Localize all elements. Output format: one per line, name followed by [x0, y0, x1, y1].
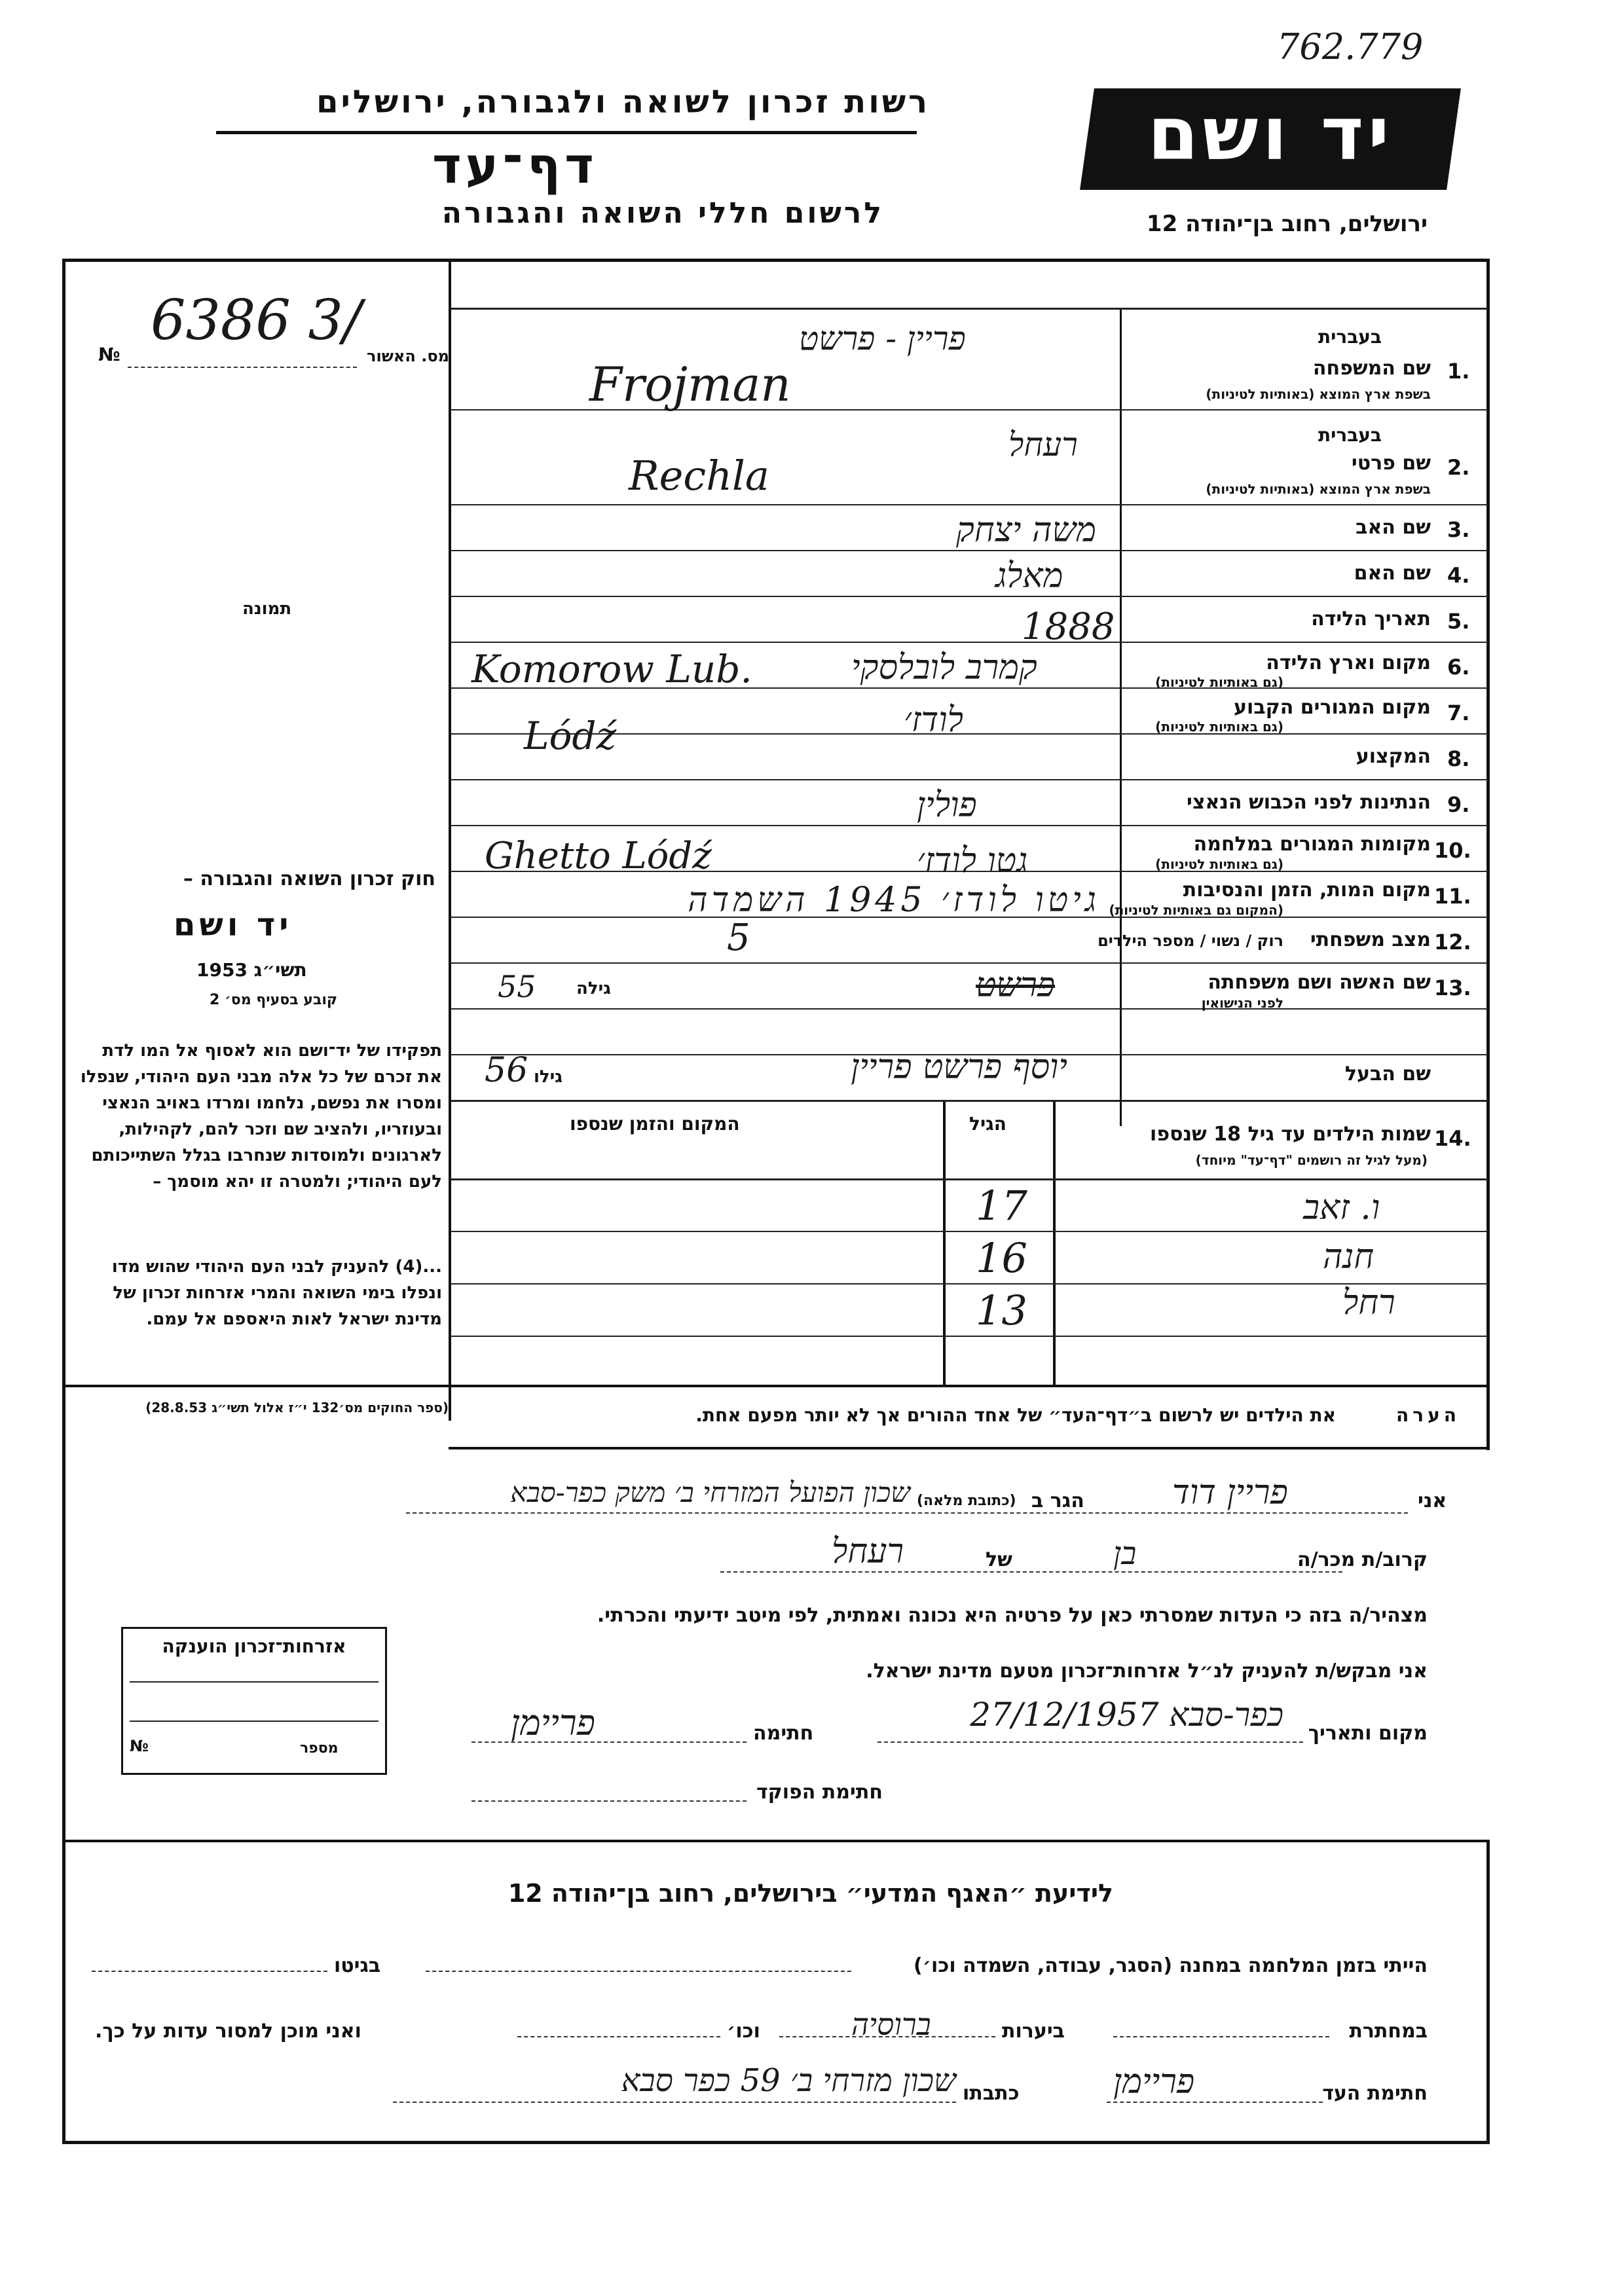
officer-label: חתימת הפוקד — [756, 1781, 883, 1804]
field-8-num: 8. — [1447, 746, 1470, 771]
field-12-num: 12. — [1434, 930, 1471, 955]
children-row-line-3 — [451, 1336, 1488, 1337]
field-3-value: משה יצחק — [956, 511, 1097, 550]
field-1-hebrew-tag: בעברית — [1318, 326, 1382, 348]
row-line-1 — [451, 308, 1488, 310]
etc-label: וכו׳ — [727, 2020, 760, 2043]
request-text: אני מבקש/ת להעניק לנ״ל אזרחות־זכרון מטעם מדינת ישראל. — [866, 1660, 1428, 1683]
place-date-label: מקום ותאריך — [1308, 1722, 1428, 1745]
field-3-num: 3. — [1447, 517, 1470, 542]
frame-left — [62, 259, 65, 2144]
partisans-line — [1113, 2036, 1329, 2037]
relative-line — [720, 1571, 1342, 1573]
officer-line — [471, 1800, 747, 1802]
field-2-value-latin: Rechla — [629, 452, 769, 500]
frame-right — [1486, 259, 1490, 1450]
field-10-sub: (גם באותיות לטיניות) — [1155, 856, 1283, 872]
camp-line — [426, 1971, 851, 1972]
citizenship-line-2 — [130, 1721, 378, 1722]
frame-top — [62, 259, 1490, 262]
row-line-14 — [451, 1008, 1488, 1010]
row-line-3 — [451, 504, 1488, 505]
signature-value: פריימן — [511, 1702, 595, 1743]
field-14-sub: (מעל לגיל זה רושמים "דף־עד" מיוחד) — [1195, 1152, 1428, 1168]
field-7-value-hebrew: לודז׳ — [904, 701, 963, 740]
declarant-address: שכון הפועל המזרחי ב׳ משק כפר-סבא — [510, 1476, 910, 1508]
witness-address-label: כתבתו — [963, 2082, 1020, 2105]
child-1-age: 17 — [976, 1182, 1027, 1230]
field-12-sub: רוק / נשוי / מספר הילדים — [1098, 932, 1283, 950]
witness-address-value: שכון מזרחי ב׳ 59 כפר סבא — [621, 2062, 956, 2099]
law-name: יד ושם — [174, 907, 293, 943]
field-14-num: 14. — [1434, 1126, 1471, 1151]
etc-line — [517, 2036, 720, 2037]
note-bottom-line — [449, 1447, 1490, 1449]
field-12-label: מצב משפחתי — [1310, 928, 1431, 951]
field-13-age-label: גילה — [576, 979, 611, 998]
field-13-age: 55 — [498, 969, 536, 1004]
camp-label: הייתי בזמן המלחמה במחנה (הסגר, עבודה, השמדה וכו׳) — [913, 1954, 1428, 1977]
place-date-value: כפר-סבא 27/12/1957 — [970, 1696, 1283, 1734]
field-2-num: 2. — [1447, 455, 1470, 480]
row-line-16 — [451, 1100, 1488, 1102]
witness-address-line — [393, 2102, 956, 2103]
row-line-4 — [451, 550, 1488, 551]
declarant-lives-in: הגר ב — [1031, 1489, 1084, 1512]
science-dept-title: לידיעת ״האגף המדעי״ בירושלים, רחוב בן־יהודה 12 — [507, 1879, 1113, 1908]
law-year: תשי״ג 1953 — [196, 959, 307, 981]
ghetto-label: בגיטו — [334, 1954, 381, 1977]
field-9-num: 9. — [1447, 792, 1470, 817]
field-10-value-latin: Ghetto Lódź — [485, 835, 712, 877]
relation-value: בן — [1113, 1535, 1137, 1572]
declarant-name: פריין דוד — [1172, 1473, 1288, 1512]
field-13-num: 13. — [1434, 975, 1471, 1000]
approval-label: מס. האשור — [367, 347, 449, 365]
field-13-value: פרשט — [976, 966, 1056, 1005]
field-10-label: מקומות המגורים במלחמה — [1193, 833, 1431, 856]
law-title: חוק זכרון השואה והגבורה – — [183, 867, 435, 890]
row-line-10 — [451, 825, 1488, 826]
citizenship-number-label: מספר — [300, 1740, 339, 1757]
field-13-sub: לפני הנישואין — [1201, 995, 1283, 1011]
children-col-age: הגיל — [969, 1113, 1006, 1135]
field-6-value-latin: Komorow Lub. — [471, 647, 752, 691]
field-9-label: הנתינות לפני הכבוש הנאצי — [1187, 791, 1431, 814]
field-6-sub: (גם באותיות לטיניות) — [1155, 674, 1283, 690]
field-4-label: שם האם — [1354, 562, 1431, 585]
field-2-hebrew-tag: בעברית — [1318, 424, 1382, 446]
row-line-13 — [451, 962, 1488, 964]
field-1-num: 1. — [1447, 359, 1470, 384]
field-11-sub: (המקום גם באותיות לטיניות) — [1109, 902, 1283, 918]
frame-bottom — [62, 2141, 1490, 2144]
field-4-value: מאלג — [995, 556, 1063, 596]
header-address: ירושלים, רחוב בן־יהודה 12 — [1146, 211, 1428, 237]
field-10-value-hebrew: גטו לודז׳ — [917, 841, 1028, 881]
photo-label: תמונה — [242, 599, 292, 619]
child-1-name: ו. זאב — [1303, 1188, 1380, 1228]
field-2-sub: בשפת ארץ המוצא (באותיות לטיניות) — [1206, 481, 1431, 497]
header-rule — [216, 131, 917, 134]
field-11-num: 11. — [1434, 884, 1471, 909]
declarant-ani: אני — [1418, 1489, 1447, 1512]
field-10-num: 10. — [1434, 838, 1471, 863]
row-line-9 — [451, 779, 1488, 780]
field-2-value-hebrew: רעחל — [1008, 426, 1078, 464]
field-1-value-hebrew: פריין - פרשט — [799, 319, 966, 357]
field-14-label: שמות הילדים עד גיל 18 שנספו — [1150, 1123, 1431, 1146]
field-6-value-hebrew: קמרב לובלסקי — [851, 648, 1037, 687]
children-col-place: המקום והזמן שנספו — [570, 1113, 740, 1135]
ghetto-line — [92, 1971, 327, 1972]
child-2-name: חנה — [1323, 1237, 1375, 1277]
field-7-label: מקום המגורים הקבוע — [1234, 696, 1431, 719]
relative-of-value: רעחל — [832, 1532, 904, 1571]
citizenship-no-mark: № — [130, 1737, 149, 1755]
law-source: (ספר החוקים מס׳132 י״ז אלול תשי״ג 28.8.53) — [145, 1400, 449, 1415]
child-2-age: 16 — [976, 1234, 1027, 1282]
forests-label: ביערות — [1002, 2020, 1065, 2043]
children-row-line-1 — [451, 1231, 1488, 1232]
husband-age: 56 — [485, 1051, 528, 1090]
field-3-label: שם האב — [1356, 516, 1431, 539]
signature-line — [471, 1741, 747, 1743]
ready-label: ואני מוכן למסור עדות על כך. — [95, 2020, 361, 2043]
forests-value: ברוסיה — [851, 2007, 931, 2042]
child-3-name: רחל — [1342, 1283, 1395, 1322]
frame-right-lower — [1486, 1840, 1490, 2144]
science-dept-rule — [62, 1840, 1490, 1842]
child-3-age: 13 — [976, 1286, 1027, 1334]
declaration-text: מצהיר/ה בזה כי העדות שמסרתי כאן על פרטיה היא נכונה ואמתית, לפי מיטב ידיעתי והכרתי. — [597, 1604, 1428, 1627]
field-11-label: מקום המות, הזמן והנסיבות — [1183, 879, 1431, 902]
field-7-num: 7. — [1447, 701, 1470, 725]
approval-no-mark: № — [98, 344, 120, 365]
field-9-value: פולין — [917, 786, 977, 825]
note-text: את הילדים יש לרשום ב״דף־העד״ של אחד ההורים אך לא יותר מפעם אחת. — [695, 1404, 1336, 1426]
field-1-sub: בשפת ארץ המוצא (באותיות לטיניות) — [1206, 386, 1431, 402]
husband-age-label: גילו — [534, 1067, 563, 1087]
husband-label: שם הבעל — [1344, 1063, 1431, 1085]
row-line-5 — [451, 596, 1488, 597]
field-1-label: שם המשפחה — [1312, 357, 1431, 380]
field-12-value: 5 — [727, 917, 750, 959]
citizenship-title: אזרחות־זכרון הוענקה — [162, 1635, 346, 1657]
children-col-line-1 — [943, 1102, 946, 1387]
children-bottom-line — [62, 1385, 1490, 1387]
place-date-line — [877, 1741, 1303, 1743]
field-7-sub: (גם באותיות לטיניות) — [1155, 719, 1283, 735]
label-column-split — [1120, 308, 1122, 1126]
approval-line — [128, 367, 357, 368]
form-title: דף־עד — [432, 136, 598, 194]
declarant-full-address-label: (כתובת מלאה) — [917, 1493, 1016, 1509]
children-col-line-2 — [1053, 1102, 1056, 1387]
citizenship-box — [121, 1627, 387, 1775]
field-7-value-latin: Lódź — [524, 714, 617, 758]
field-5-num: 5. — [1447, 609, 1470, 634]
field-5-label: תאריך הלידה — [1311, 608, 1431, 630]
husband-value: יוסף פרשט פריין — [851, 1048, 1067, 1087]
forests-line — [779, 2036, 995, 2037]
children-row-line-2 — [451, 1283, 1488, 1285]
frame-vertical-split — [449, 259, 451, 1421]
field-13-label: שם האשה ושם משפחתה — [1208, 971, 1431, 994]
citizenship-line-1 — [130, 1681, 378, 1683]
field-6-label: מקום וארץ הלידה — [1266, 651, 1431, 674]
partisans-label: במחתרת — [1349, 2020, 1428, 2043]
field-8-label: המקצוע — [1356, 745, 1431, 768]
witness-signature-value: פריימן — [1113, 2062, 1195, 2102]
relative-of-label: של — [986, 1548, 1012, 1571]
relative-label: קרוב/ת מכר/ה — [1297, 1548, 1428, 1571]
witness-signature-label: חתימת העד — [1322, 2082, 1428, 2105]
law-text: תפקידו של יד־ושם הוא לאסוף אל המו לדת את זכרם של כל אלה מבני העם היהודי, שנפלו ומסרו את נפשם, נלחמו ומרדו באויב הנאצי ובעוזריו, ולהציב שם וזכר להם, לקהילות, לארגונים ולמוסדות שנחרבו בגלל השתייכותם לעם היהודי; ולמטרה זו יהא מוסמך – — [80, 1041, 442, 1192]
form-subtitle: לרשום חללי השואה והגבורה — [441, 196, 884, 230]
declarant-line-1 — [406, 1512, 1408, 1514]
authority-title: רשות זכרון לשואה ולגבורה, ירושלים — [316, 84, 930, 120]
field-5-value: 1888 — [1022, 606, 1115, 648]
field-11-value: גיטו לודז׳ 1945 השמדה — [688, 881, 1100, 920]
approval-number: 6386 3/ — [151, 288, 362, 352]
row-line-6 — [451, 642, 1488, 643]
law-text-2: ...(4) להעניק לבני העם היהודי שהוש מדו ונפלו בימי השואה והמרי אזרחות זכרון של מדינת ישראל לאות היאספם אל עמם. — [111, 1257, 442, 1329]
children-header-line — [451, 1178, 1488, 1180]
law-clause: קובע בסעיף מס׳ 2 — [210, 992, 338, 1008]
note-label: הערה — [1396, 1404, 1460, 1426]
signature-label: חתימה — [753, 1722, 814, 1745]
field-1-value-latin: Frojman — [589, 357, 791, 412]
yad-vashem-logo-text: יד ושם — [1147, 92, 1393, 177]
witness-signature-line — [1107, 2102, 1323, 2103]
field-4-num: 4. — [1447, 563, 1470, 588]
archive-number: 762.779 — [1277, 26, 1424, 67]
field-6-num: 6. — [1447, 655, 1470, 680]
field-2-label: שם פרטי — [1351, 452, 1431, 475]
